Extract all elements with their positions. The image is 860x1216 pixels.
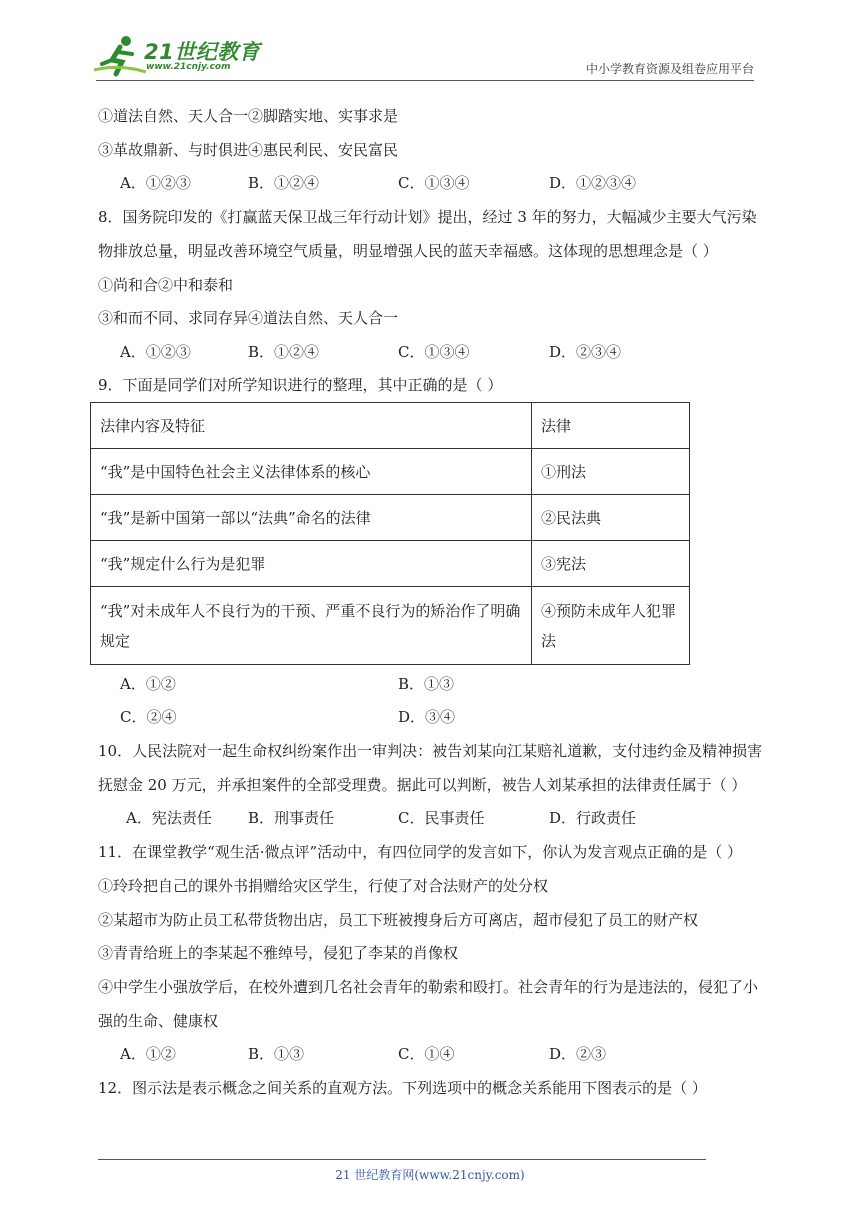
table-cell-content: “我”规定什么行为是犯罪 <box>91 541 532 587</box>
table-cell-law: ③宪法 <box>532 541 690 587</box>
q11-option-c[interactable]: C．①④ <box>398 1045 455 1063</box>
runner-logo-icon <box>92 34 148 80</box>
q8-stem-line2: 物排放总量，明显改善环境空气质量，明显增强人民的蓝天幸福感。这体现的思想理念是（ ） <box>98 242 718 260</box>
table-cell-law: ①刑法 <box>532 449 690 495</box>
law-table <box>90 402 690 665</box>
q7-option-b[interactable]: B．①②④ <box>248 174 320 192</box>
q7-items-line2: ③革故鼎新、与时俱进④惠民利民、安民富民 <box>98 141 399 159</box>
q8-option-c[interactable]: C．①③④ <box>398 343 470 361</box>
q11-stem: 11．在课堂教学“观生活·微点评”活动中，有四位同学的发言如下，你认为发言观点正确的是（ ） <box>98 843 742 861</box>
footer-divider <box>98 1159 706 1160</box>
q11-item-3: ③青青给班上的李某起不雅绰号，侵犯了李某的肖像权 <box>98 944 459 962</box>
q10-stem-line2: 抚慰金 20 万元，并承担案件的全部受理费。据此可以判断，被告人刘某承担的法律责任属于（ ） <box>98 776 747 794</box>
q7-items-line1: ①道法自然、天人合一②脚踏实地、实事求是 <box>98 107 399 125</box>
table-row <box>91 541 690 587</box>
q10-option-c[interactable]: C．民事责任 <box>398 809 485 827</box>
q7-option-a[interactable]: A．①②③ <box>120 174 191 192</box>
q10-option-b[interactable]: B．刑事责任 <box>248 809 335 827</box>
q8-items-line2: ③和而不同、求同存异④道法自然、天人合一 <box>98 309 399 327</box>
q9-option-b[interactable]: B．①③ <box>398 675 455 693</box>
table-cell-law: ④预防未成年人犯罪法 <box>532 587 690 665</box>
table-cell-law: ②民法典 <box>532 495 690 541</box>
q9-option-a[interactable]: A．①② <box>120 675 176 693</box>
table-row <box>91 449 690 495</box>
table-row <box>91 587 690 665</box>
q10-option-d[interactable]: D．行政责任 <box>549 809 637 827</box>
q11-item-4-line2: 强的生命、健康权 <box>98 1012 219 1030</box>
table-cell-content: “我”是中国特色社会主义法律体系的核心 <box>91 449 532 495</box>
logo-brand-text: 21世纪教育 <box>144 40 261 64</box>
table-cell-content: “我”是新中国第一部以“法典”命名的法律 <box>91 495 532 541</box>
footer-link[interactable]: 21 世纪教育网(www.21cnjy.com) <box>335 1168 525 1182</box>
table-cell-content: “我”对未成年人不良行为的干预、严重不良行为的矫治作了明确规定 <box>91 587 532 665</box>
table-header-law: 法律 <box>532 403 690 449</box>
q11-option-b[interactable]: B．①③ <box>248 1045 305 1063</box>
q11-option-d[interactable]: D．②③ <box>549 1045 607 1063</box>
q11-item-2: ②某超市为防止员工私带货物出店，员工下班被搜身后方可离店，超市侵犯了员工的财产权 <box>98 911 699 929</box>
q10-option-a[interactable]: A．宪法责任 <box>126 809 212 827</box>
table-header-content: 法律内容及特征 <box>91 403 532 449</box>
q12-stem: 12．图示法是表示概念之间关系的直观方法。下列选项中的概念关系能用下图表示的是（ ） <box>98 1079 707 1097</box>
q10-stem-line1: 10．人民法院对一起生命权纠纷案作出一审判决：被告刘某向江某赔礼道歉，支付违约金及精神损害 <box>98 742 763 760</box>
platform-title: 中小学教育资源及组卷应用平台 <box>585 62 754 76</box>
q11-option-a[interactable]: A．①② <box>120 1045 176 1063</box>
site-logo[interactable] <box>92 34 262 80</box>
q9-stem: 9．下面是同学们对所学知识进行的整理，其中正确的是（ ） <box>98 376 503 394</box>
q9-option-c[interactable]: C．②④ <box>120 708 177 726</box>
q11-item-1: ①玲玲把自己的课外书捐赠给灾区学生，行使了对合法财产的处分权 <box>98 877 549 895</box>
q9-option-d[interactable]: D．③④ <box>398 708 456 726</box>
table-row <box>91 495 690 541</box>
q11-item-4-line1: ④中学生小强放学后，在校外遭到几名社会青年的勒索和殴打。社会青年的行为是违法的，侵犯了小 <box>98 978 759 996</box>
q8-option-a[interactable]: A．①②③ <box>120 343 191 361</box>
q7-option-c[interactable]: C．①③④ <box>398 174 470 192</box>
q8-items-line1: ①尚和合②中和泰和 <box>98 276 234 294</box>
q8-stem-line1: 8．国务院印发的《打赢蓝天保卫战三年行动计划》提出，经过 3 年的努力，大幅减少主要大气污染 <box>98 208 757 226</box>
header-divider <box>96 80 754 81</box>
q7-option-d[interactable]: D．①②③④ <box>549 174 637 192</box>
logo-url-text: www.21cnjy.com <box>146 62 231 72</box>
q8-option-b[interactable]: B．①②④ <box>248 343 320 361</box>
q8-option-d[interactable]: D．②③④ <box>549 343 622 361</box>
page-header <box>0 0 860 84</box>
table-header-row <box>91 403 690 449</box>
